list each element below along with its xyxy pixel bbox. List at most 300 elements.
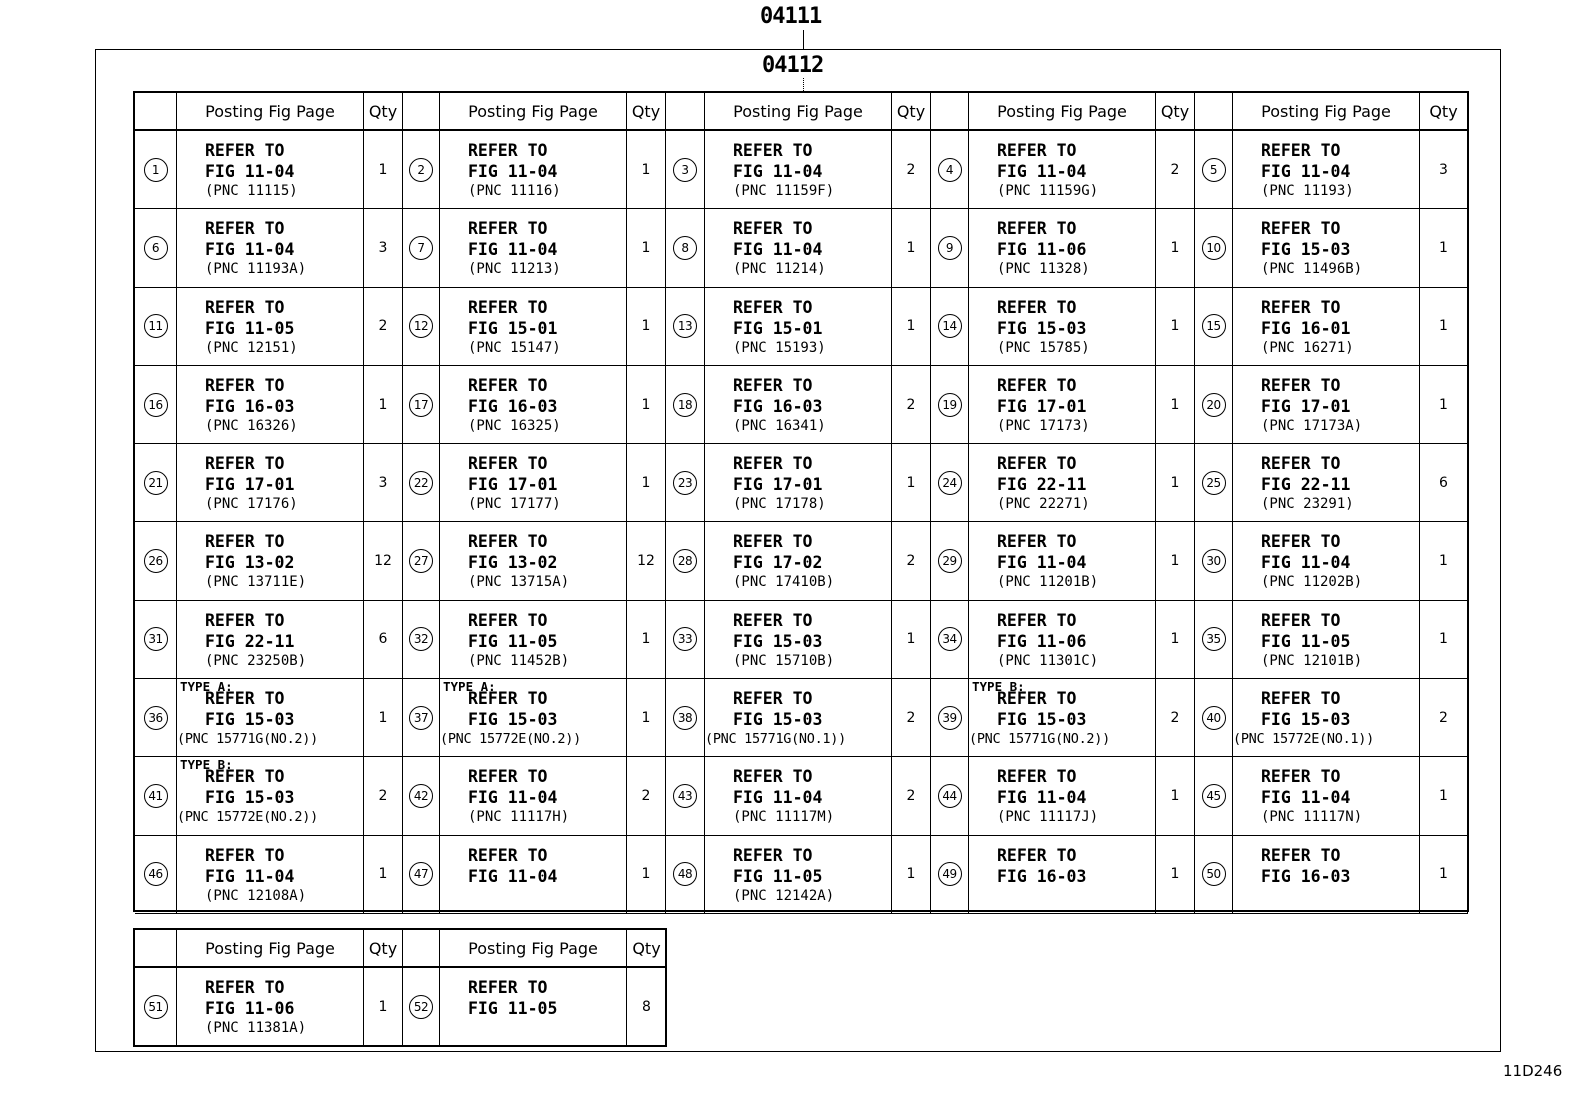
leader-line-sub [803,78,804,91]
item-number-cell [931,366,969,444]
refer-to-label: REFER TO [468,454,548,474]
fig-page: FIG 15-03 [468,710,558,730]
item-number-badge: 26 [144,549,168,573]
pnc-code: (PNC 15147) [468,339,561,356]
header-posting-fig-page: Posting Fig Page [1233,93,1420,131]
item-number-cell [135,836,177,914]
pnc-code: (PNC 17176) [205,496,298,513]
refer-to-label: REFER TO [997,141,1077,160]
posting-cell [705,522,892,600]
fig-page: FIG 11-04 [1261,553,1351,573]
fig-page: FIG 16-03 [997,866,1087,886]
qty-value: 1 [1420,757,1468,835]
item-number-badge: 15 [1202,314,1226,338]
qty-value: 1 [627,366,666,444]
pnc-code: (PNC 16325) [468,417,561,434]
item-number-badge: 51 [144,995,168,1019]
posting-cell [705,444,892,522]
item-number-badge: 41 [144,784,168,808]
pnc-code: (PNC 11159G) [997,183,1099,199]
fig-page: FIG 13-02 [468,553,558,573]
header-qty: Qty [1420,93,1468,131]
header-number [403,93,440,131]
posting-cell [1233,757,1420,835]
pnc-code: (PNC 13711E) [205,574,307,591]
fig-page: FIG 11-04 [733,162,823,181]
qty-value: 1 [1420,288,1468,366]
qty-value: 1 [892,601,931,679]
qty-value: 1 [627,836,666,914]
fig-page: FIG 11-05 [733,866,823,886]
pnc-code: (PNC 11117H) [468,809,570,826]
qty-value: 1 [364,131,403,209]
qty-value: 1 [627,444,666,522]
qty-value: 2 [627,757,666,835]
refer-to-label: REFER TO [205,454,285,474]
posting-cell [705,601,892,679]
item-number-badge: 22 [409,471,433,495]
posting-cell [177,444,364,522]
posting-cell [1233,601,1420,679]
item-number-cell [666,444,705,522]
pnc-code: (PNC 17173) [997,417,1090,434]
fig-page: FIG 22-11 [997,475,1087,495]
refer-to-label: REFER TO [1261,845,1341,865]
qty-value: 1 [364,968,403,1046]
fig-page: FIG 11-04 [733,788,823,808]
item-number-badge: 12 [409,314,433,338]
fig-page: FIG 11-05 [205,318,295,338]
item-number-badge: 52 [409,995,433,1019]
header-posting-fig-page: Posting Fig Page [177,93,364,131]
qty-value: 3 [364,444,403,522]
fig-page: FIG 17-02 [733,553,823,573]
item-number-badge: 20 [1202,393,1226,417]
item-number-cell [1195,679,1233,757]
refer-to-label: REFER TO [468,845,548,865]
posting-cell [705,757,892,835]
refer-to-label: REFER TO [468,532,548,552]
refer-to-label: REFER TO [468,767,548,787]
header-number [135,93,177,131]
item-number-badge: 50 [1202,862,1226,886]
item-number-cell [403,522,440,600]
posting-cell [705,288,892,366]
item-number-cell [1195,522,1233,600]
parts-reference-table [133,91,1469,912]
item-number-badge: 47 [409,862,433,886]
pnc-code: (PNC 12108A) [205,887,307,904]
item-number-badge: 21 [144,471,168,495]
posting-cell [1233,288,1420,366]
posting-cell [1233,209,1420,287]
item-number-badge: 38 [673,706,697,730]
fig-page: FIG 15-01 [468,318,558,338]
posting-cell [1233,444,1420,522]
qty-value: 1 [892,209,931,287]
fig-page: FIG 11-04 [468,162,558,181]
posting-cell [440,522,627,600]
item-number-cell [931,444,969,522]
pnc-code: (PNC 15772E(NO.1)) [1233,731,1374,748]
pnc-code: (PNC 23291) [1261,496,1354,513]
item-number-cell [403,679,440,757]
type-label: TYPE A: [443,679,496,695]
item-number-badge: 29 [938,549,962,573]
refer-to-label: REFER TO [468,375,548,395]
posting-cell [705,131,892,209]
item-number-badge: 43 [673,784,697,808]
posting-cell [1233,836,1420,914]
item-number-cell [135,757,177,835]
item-number-cell [931,131,969,209]
refer-to-label: REFER TO [1261,219,1341,239]
posting-cell [440,968,627,1046]
pnc-code: (PNC 15771G(NO.2)) [177,731,318,748]
pnc-code: (PNC 15772E(NO.2)) [440,731,581,748]
refer-to-label: REFER TO [733,845,813,865]
qty-value: 2 [364,288,403,366]
pnc-code: (PNC 12101B) [1261,652,1363,669]
item-number-badge: 9 [938,236,962,260]
qty-value: 1 [1156,757,1195,835]
qty-value: 1 [627,601,666,679]
posting-cell [177,288,364,366]
item-number-cell [403,601,440,679]
qty-value: 2 [892,366,931,444]
posting-cell [440,131,627,209]
fig-page: FIG 15-03 [997,318,1087,338]
fig-page: FIG 16-03 [733,396,823,416]
refer-to-label: REFER TO [1261,454,1341,474]
refer-to-label: REFER TO [997,297,1077,317]
item-number-badge: 42 [409,784,433,808]
pnc-code: (PNC 15710B) [733,652,835,669]
pnc-code: (PNC 23250B) [205,652,307,669]
refer-to-label: REFER TO [205,297,285,317]
figure-id: 11D246 [1503,1062,1563,1080]
posting-cell [1233,131,1420,209]
refer-to-label: REFER TO [733,767,813,787]
refer-to-label: REFER TO [1261,610,1341,630]
item-number-cell [931,601,969,679]
item-number-badge: 35 [1202,627,1226,651]
posting-cell [440,836,627,914]
item-number-badge: 33 [673,627,697,651]
posting-cell [177,968,364,1046]
refer-to-label: REFER TO [468,141,548,160]
item-number-cell [1195,288,1233,366]
refer-to-label: REFER TO [205,141,285,160]
pnc-code: (PNC 17177) [468,496,561,513]
posting-cell [440,601,627,679]
refer-to-label: REFER TO [205,610,285,630]
fig-page: FIG 15-03 [733,631,823,651]
fig-page: FIG 16-03 [468,396,558,416]
pnc-code: (PNC 11301C) [997,652,1099,669]
qty-value: 1 [1156,288,1195,366]
refer-to-label: REFER TO [733,375,813,395]
item-number-cell [666,757,705,835]
item-number-cell [931,288,969,366]
item-number-cell [666,522,705,600]
item-number-cell [1195,444,1233,522]
qty-value: 1 [1420,209,1468,287]
fig-page: FIG 11-04 [997,553,1087,573]
item-number-cell [403,757,440,835]
posting-cell [969,679,1156,757]
fig-page: FIG 11-04 [205,240,295,260]
item-number-badge: 27 [409,549,433,573]
fig-page: FIG 11-05 [1261,631,1351,651]
pnc-code: (PNC 11202B) [1261,574,1363,591]
pnc-code: (PNC 17173A) [1261,417,1363,434]
qty-value: 12 [627,522,666,600]
item-number-badge: 4 [938,158,962,182]
refer-to-label: REFER TO [733,219,813,239]
item-number-badge: 28 [673,549,697,573]
refer-to-label: REFER TO [733,297,813,317]
fig-page: FIG 15-03 [1261,710,1351,730]
posting-cell [705,209,892,287]
posting-cell [969,444,1156,522]
item-number-badge: 5 [1202,158,1226,182]
posting-cell [440,757,627,835]
item-number-cell [403,836,440,914]
fig-page: FIG 11-04 [468,866,558,886]
fig-page: FIG 11-04 [733,240,823,260]
item-number-cell [666,209,705,287]
item-number-badge: 44 [938,784,962,808]
item-number-badge: 13 [673,314,697,338]
item-number-cell [403,444,440,522]
fig-page: FIG 16-01 [1261,318,1351,338]
item-number-cell [666,601,705,679]
qty-value: 1 [1420,836,1468,914]
qty-value: 1 [1156,366,1195,444]
fig-page: FIG 15-01 [733,318,823,338]
qty-value: 3 [1420,131,1468,209]
qty-value: 2 [1156,679,1195,757]
fig-page: FIG 22-11 [1261,475,1351,495]
item-number-badge: 3 [673,158,697,182]
pnc-code: (PNC 11117M) [733,809,835,826]
fig-page: FIG 11-06 [997,240,1087,260]
item-number-badge: 16 [144,393,168,417]
item-number-badge: 31 [144,627,168,651]
item-number-badge: 39 [938,706,962,730]
item-number-badge: 18 [673,393,697,417]
qty-value: 1 [364,679,403,757]
refer-to-label: REFER TO [1261,141,1341,160]
pnc-code: (PNC 17410B) [733,574,835,591]
refer-to-label: REFER TO [1261,689,1341,709]
refer-to-label: REFER TO [997,454,1077,474]
item-number-badge: 10 [1202,236,1226,260]
fig-page: FIG 15-03 [733,710,823,730]
item-number-cell [666,288,705,366]
refer-to-label: REFER TO [468,297,548,317]
fig-page: FIG 11-04 [997,788,1087,808]
pnc-code: (PNC 11193) [1261,183,1354,199]
header-posting-fig-page: Posting Fig Page [177,930,364,968]
qty-value: 1 [1156,444,1195,522]
fig-page: FIG 11-06 [205,999,295,1018]
header-qty: Qty [364,93,403,131]
pnc-code: (PNC 15785) [997,339,1090,356]
header-posting-fig-page: Posting Fig Page [705,93,892,131]
pnc-code: (PNC 11117N) [1261,809,1363,826]
qty-value: 6 [1420,444,1468,522]
fig-page: FIG 11-05 [468,631,558,651]
refer-to-label: REFER TO [1261,375,1341,395]
posting-cell [969,522,1156,600]
header-number [135,930,177,968]
pnc-code: (PNC 16341) [733,417,826,434]
qty-value: 1 [1156,601,1195,679]
item-number-cell [403,209,440,287]
qty-value: 1 [627,679,666,757]
qty-value: 2 [892,522,931,600]
item-number-badge: 19 [938,393,962,417]
refer-to-label: REFER TO [468,610,548,630]
fig-page: FIG 11-04 [1261,788,1351,808]
header-qty: Qty [627,930,667,968]
posting-cell [177,522,364,600]
fig-page: FIG 22-11 [205,631,295,651]
posting-cell [969,757,1156,835]
item-number-badge: 6 [144,236,168,260]
item-number-badge: 2 [409,158,433,182]
type-label: TYPE A: [180,679,233,695]
item-number-cell [1195,601,1233,679]
item-number-badge: 45 [1202,784,1226,808]
pnc-code: (PNC 15193) [733,339,826,356]
header-posting-fig-page: Posting Fig Page [440,930,627,968]
qty-value: 2 [1156,131,1195,209]
qty-value: 1 [364,366,403,444]
qty-value: 1 [892,836,931,914]
refer-to-label: REFER TO [205,375,285,395]
pnc-code: (PNC 11452B) [468,652,570,669]
fig-page: FIG 17-01 [205,475,295,495]
posting-cell [1233,366,1420,444]
item-number-badge: 34 [938,627,962,651]
posting-cell [1233,522,1420,600]
item-number-cell [931,757,969,835]
posting-cell [440,209,627,287]
item-number-badge: 36 [144,706,168,730]
item-number-cell [666,836,705,914]
item-number-cell [135,679,177,757]
fig-page: FIG 15-03 [205,710,295,730]
posting-cell [440,288,627,366]
posting-cell [177,601,364,679]
refer-to-label: REFER TO [468,689,548,709]
pnc-code: (PNC 15771G(NO.2)) [969,731,1110,748]
qty-value: 1 [1420,601,1468,679]
qty-value: 1 [1420,522,1468,600]
item-number-cell [135,522,177,600]
item-number-badge: 23 [673,471,697,495]
item-number-cell [135,288,177,366]
fig-page: FIG 15-03 [997,710,1087,730]
type-label: TYPE B: [972,679,1025,695]
posting-cell [177,757,364,835]
fig-page: FIG 16-03 [205,396,295,416]
item-number-cell [135,209,177,287]
posting-cell [440,366,627,444]
refer-to-label: REFER TO [205,767,285,787]
posting-cell [705,836,892,914]
posting-cell [177,679,364,757]
fig-page: FIG 15-03 [1261,240,1351,260]
item-number-cell [135,968,177,1046]
item-number-cell [135,366,177,444]
item-number-cell [1195,836,1233,914]
refer-to-label: REFER TO [1261,532,1341,552]
posting-cell [969,209,1156,287]
pnc-code: (PNC 11328) [997,261,1090,278]
item-number-badge: 37 [409,706,433,730]
refer-to-label: REFER TO [997,532,1077,552]
assembly-code: 04111 [760,4,822,29]
item-number-cell [931,209,969,287]
item-number-cell [1195,131,1233,209]
item-number-badge: 24 [938,471,962,495]
qty-value: 1 [627,288,666,366]
pnc-code: (PNC 11193A) [205,261,307,278]
header-posting-fig-page: Posting Fig Page [440,93,627,131]
qty-value: 2 [364,757,403,835]
posting-cell [969,836,1156,914]
fig-page: FIG 17-01 [733,475,823,495]
fig-page: FIG 15-03 [205,788,295,808]
pnc-code: (PNC 15772E(NO.2)) [177,809,318,826]
header-number [403,930,440,968]
refer-to-label: REFER TO [1261,767,1341,787]
qty-value: 1 [1156,522,1195,600]
item-number-badge: 1 [144,158,168,182]
item-number-cell [931,679,969,757]
posting-cell [969,288,1156,366]
header-qty: Qty [1156,93,1195,131]
pnc-code: (PNC 16271) [1261,339,1354,356]
header-qty: Qty [364,930,403,968]
item-number-badge: 17 [409,393,433,417]
pnc-code: (PNC 11117J) [997,809,1099,826]
item-number-cell [1195,757,1233,835]
item-number-badge: 7 [409,236,433,260]
qty-value: 12 [364,522,403,600]
posting-cell [177,366,364,444]
header-number [931,93,969,131]
pnc-code: (PNC 11213) [468,261,561,278]
item-number-badge: 14 [938,314,962,338]
refer-to-label: REFER TO [997,375,1077,395]
item-number-badge: 49 [938,862,962,886]
posting-cell [177,836,364,914]
posting-cell [177,131,364,209]
qty-value: 1 [364,836,403,914]
item-number-badge: 32 [409,627,433,651]
parts-reference-table-continued [133,928,667,1047]
posting-cell [1233,679,1420,757]
fig-page: FIG 11-04 [468,240,558,260]
fig-page: FIG 11-06 [997,631,1087,651]
header-number [666,93,705,131]
qty-value: 3 [364,209,403,287]
